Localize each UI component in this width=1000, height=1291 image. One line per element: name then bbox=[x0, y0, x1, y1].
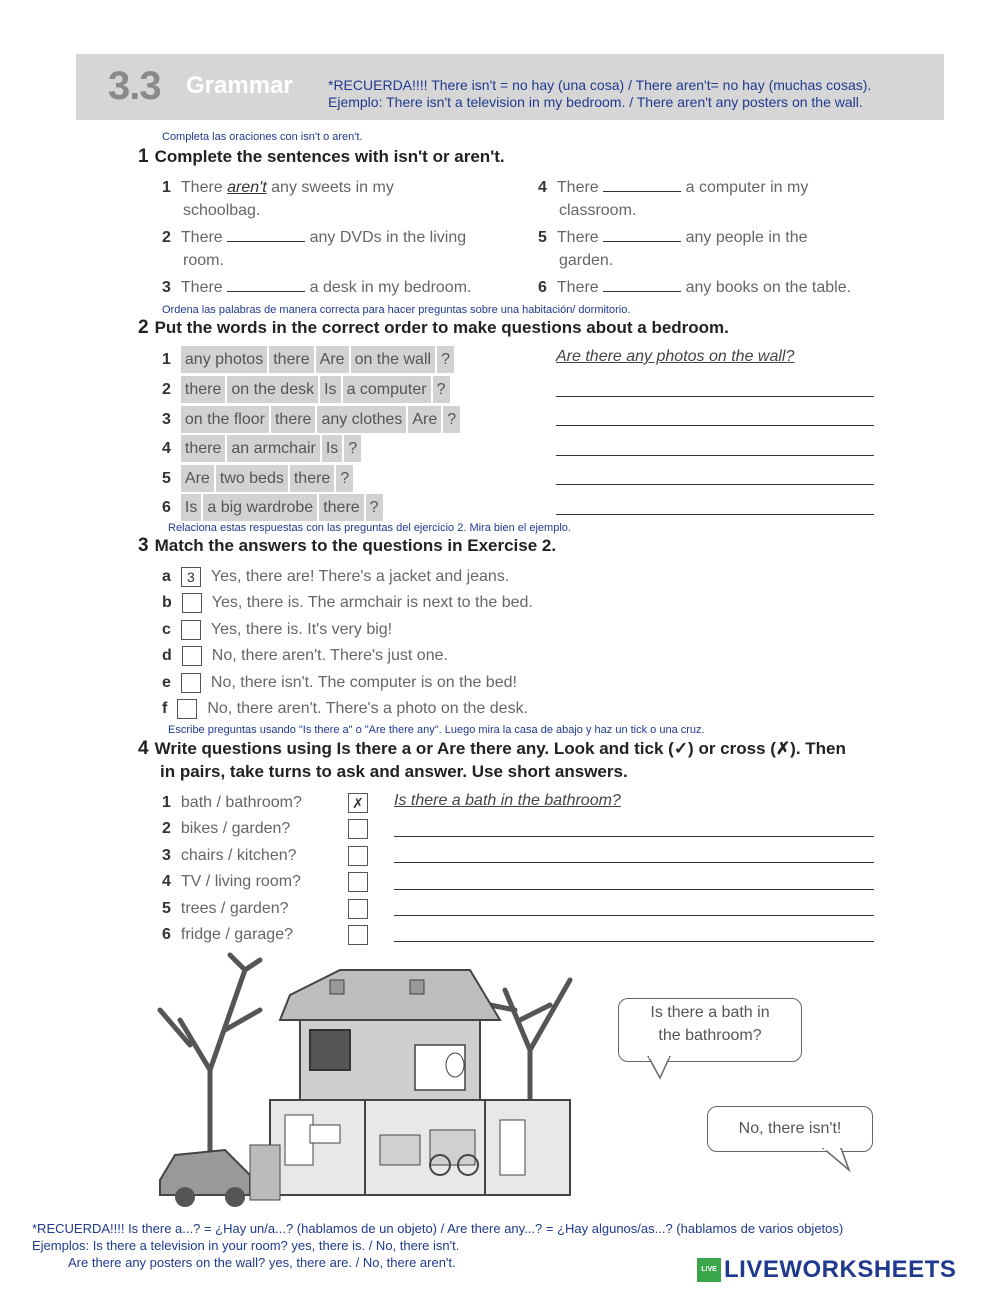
ex3-answer-box-b[interactable] bbox=[182, 593, 202, 613]
ex2-row-1: 1 any photos there Are on the wall ? bbox=[162, 346, 456, 373]
ex1-item-3: 3 There a desk in my bedroom. bbox=[162, 279, 472, 296]
ex3-number: 3 bbox=[138, 535, 149, 556]
ex2-row-2: 2 there on the desk Is a computer ? bbox=[162, 376, 452, 403]
ex3-title: Match the answers to the questions in Exercise 2. bbox=[154, 536, 557, 555]
ex4-check-box-6[interactable] bbox=[348, 925, 368, 945]
ex4-answer-line-5[interactable] bbox=[394, 915, 874, 916]
ex2-row-6: 6 Is a big wardrobe there ? bbox=[162, 494, 385, 521]
footer-reminder-line-1: *RECUERDA!!!! Is there a...? = ¿Hay un/a...? (hablamos de un objeto) / Are there any...? = ¿Hay algunos/as...? (hablamos de varios objetos) bbox=[32, 1221, 844, 1236]
ex4-check-box-4[interactable] bbox=[348, 872, 368, 892]
ex3-answer-box-c[interactable] bbox=[181, 620, 201, 640]
ex2-answer-line-3[interactable] bbox=[556, 425, 874, 426]
ex4-item-6: 6 fridge / garage? bbox=[162, 926, 293, 943]
ex4-answer-line-4[interactable] bbox=[394, 889, 874, 890]
ex4-example-answer: Is there a bath in the bathroom? bbox=[394, 792, 621, 809]
ex1-blank-3[interactable] bbox=[227, 277, 305, 292]
ex3-item-b: b Yes, there is. The armchair is next to the bed. bbox=[162, 594, 533, 611]
ex4-answer-line-6[interactable] bbox=[394, 941, 874, 942]
ex1-blank-2[interactable] bbox=[227, 227, 305, 242]
ex4-item-3: 3 chairs / kitchen? bbox=[162, 847, 297, 864]
liveworksheets-logo[interactable]: LIVEWORKSHEETS bbox=[724, 1256, 957, 1283]
ex2-answer-line-4[interactable] bbox=[556, 455, 874, 456]
ex3-heading bbox=[138, 535, 556, 557]
section-title: Grammar bbox=[186, 72, 293, 99]
ex1-blank-5[interactable] bbox=[603, 227, 681, 242]
ex4-number: 4 bbox=[138, 738, 149, 759]
ex1-item-5: 5 There any people in the garden. bbox=[538, 229, 808, 269]
ex2-example-answer: Are there any photos on the wall? bbox=[556, 348, 795, 365]
reminder-line-2: Ejemplo: There isn't a television in my bedroom. / There aren't any posters on the wall. bbox=[328, 94, 863, 110]
liveworksheets-logo-icon: LIVE bbox=[697, 1258, 721, 1282]
ex4-answer-line-3[interactable] bbox=[394, 862, 874, 863]
ex2-row-4: 4 there an armchair Is ? bbox=[162, 435, 363, 462]
speech-bubble-question: Is there a bath in the bathroom? bbox=[618, 998, 802, 1062]
ex2-row-3: 3 on the floor there any clothes Are ? bbox=[162, 406, 462, 433]
ex1-item-1: 1 There aren't any sweets in my schoolbag. bbox=[162, 179, 394, 219]
ex3-item-e: e No, there isn't. The computer is on the bed! bbox=[162, 674, 517, 691]
ex3-item-f: f No, there aren't. There's a photo on the desk. bbox=[162, 700, 529, 717]
house-illustration bbox=[150, 950, 600, 1210]
ex4-check-box-3[interactable] bbox=[348, 846, 368, 866]
ex2-title: Put the words in the correct order to make questions about a bedroom. bbox=[154, 318, 729, 337]
ex2-number: 2 bbox=[138, 317, 149, 338]
ex1-item-4: 4 There a computer in my classroom. bbox=[538, 179, 809, 219]
ex4-heading bbox=[138, 738, 846, 760]
ex3-answer-box-a[interactable]: 3 bbox=[181, 567, 201, 587]
ex4-check-box-1[interactable]: ✗ bbox=[348, 793, 368, 813]
section-number: 3.3 bbox=[108, 64, 161, 108]
ex3-item-d: d No, there aren't. There's just one. bbox=[162, 647, 448, 664]
ex4-title-line-1: Write questions using Is there a or Are there any. Look and tick (✓) or cross (✗). Then bbox=[154, 739, 846, 758]
ex3-answer-box-e[interactable] bbox=[181, 673, 201, 693]
ex3-answer-box-d[interactable] bbox=[182, 646, 202, 666]
ex2-heading bbox=[138, 317, 729, 339]
speech-bubble-answer: No, there isn't! bbox=[707, 1106, 873, 1152]
ex3-instruction-es: Relaciona estas respuestas con las preguntas del ejercicio 2. Mira bien el ejemplo. bbox=[168, 522, 571, 534]
ex4-check-box-5[interactable] bbox=[348, 899, 368, 919]
ex1-blank-4[interactable] bbox=[603, 177, 681, 192]
footer-reminder-line-2: Ejemplos: Is there a television in your room? yes, there is. / No, there isn't. bbox=[32, 1238, 460, 1253]
ex1-number: 1 bbox=[138, 146, 149, 167]
ex4-item-4: 4 TV / living room? bbox=[162, 873, 301, 890]
ex1-title: Complete the sentences with isn't or aren't. bbox=[154, 147, 505, 166]
ex3-answer-box-f[interactable] bbox=[177, 699, 197, 719]
ex3-item-a: a 3 Yes, there are! There's a jacket and jeans. bbox=[162, 568, 510, 585]
speech-bubble-tail-2 bbox=[815, 1148, 855, 1174]
ex4-item-1: 1 bath / bathroom? bbox=[162, 794, 302, 811]
ex4-instruction-es: Escribe preguntas usando "Is there a" o "Are there any". Luego mira la casa de abajo y haz un tick o una cruz. bbox=[168, 724, 705, 736]
ex2-answer-line-5[interactable] bbox=[556, 484, 874, 485]
ex1-example-word: aren't bbox=[227, 179, 267, 196]
ex2-instruction-es: Ordena las palabras de manera correcta para hacer preguntas sobre una habitación/ dormitorio. bbox=[162, 304, 631, 316]
footer-reminder-line-3: Are there any posters on the wall? yes, there are. / No, there aren't. bbox=[68, 1255, 456, 1270]
ex2-answer-line-2[interactable] bbox=[556, 396, 874, 397]
ex4-item-2: 2 bikes / garden? bbox=[162, 820, 291, 837]
ex1-heading bbox=[138, 146, 505, 168]
ex3-item-c: c Yes, there is. It's very big! bbox=[162, 621, 393, 638]
ex4-answer-line-2[interactable] bbox=[394, 836, 874, 837]
ex4-item-5: 5 trees / garden? bbox=[162, 900, 289, 917]
speech-bubble-tail-1 bbox=[640, 1056, 680, 1082]
reminder-line-1: *RECUERDA!!!! There isn't = no hay (una cosa) / There aren't= no hay (muchas cosas). bbox=[328, 77, 872, 93]
ex2-row-5: 5 Are two beds there ? bbox=[162, 465, 355, 492]
ex2-answer-line-6[interactable] bbox=[556, 514, 874, 515]
ex4-title-line-2: in pairs, take turns to ask and answer. Use short answers. bbox=[160, 762, 628, 781]
ex1-blank-6[interactable] bbox=[603, 277, 681, 292]
ex1-item-2: 2 There any DVDs in the living room. bbox=[162, 229, 467, 269]
ex1-item-6: 6 There any books on the table. bbox=[538, 279, 852, 296]
ex1-instruction-es: Completa las oraciones con isn't o aren't. bbox=[162, 131, 363, 143]
ex4-check-box-2[interactable] bbox=[348, 819, 368, 839]
